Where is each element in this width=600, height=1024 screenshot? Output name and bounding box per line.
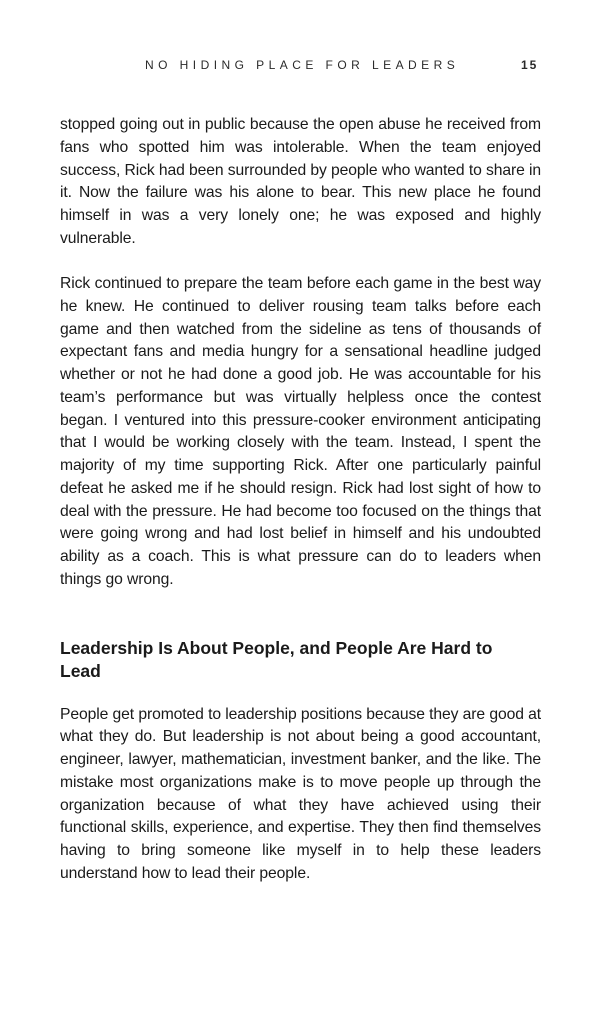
- page-header: [0, 58, 600, 74]
- body-paragraph: Rick continued to prepare the team before each game in the best way he knew. He continued to deliver rousing team talks before each game and then watched from the sideline as tens of thousands of expectant fans and media hungry for a sensational headline judged whether or not he had done a good job. He was accountable for his team’s performance but was virtually helpless once the contest began. I ventured into this pressure-cooker environment anticipating that I would be working closely with the team. Instead, I spent the majority of my time supporting Rick. After one particularly painful defeat he asked me if he should resign. Rick had lost sight of how to deal with the pressure. He had become too focused on the things that were going wrong and had lost belief in himself and his undoubted ability as a coach. This is what pressure can do to leaders when things go wrong.: [60, 275, 541, 588]
- running-title: NO HIDING PLACE FOR LEADERS: [145, 58, 460, 72]
- page-body: [60, 114, 541, 886]
- section-heading: Leadership Is About People, and People Are Hard to Lead: [60, 637, 493, 681]
- body-paragraph: People get promoted to leadership positions because they are good at what they do. But leadership is not about being a good accountant, engineer, lawyer, mathematician, investment banker, and the like. The mistake most organizations make is to move people up through the organization because of what they have achieved using their functional skills, experience, and expertise. They then find themselves having to bring someone like myself in to help these leaders understand how to lead their people.: [60, 705, 541, 882]
- body-paragraph: stopped going out in public because the open abuse he received from fans who spotted him was intolerable. When the team enjoyed success, Rick had been surrounded by people who wanted to share in it. Now the failure was his alone to bear. This new place he found himself in was a very lonely one; he was exposed and highly vulnerable.: [60, 116, 541, 247]
- page-number: 15: [521, 58, 539, 72]
